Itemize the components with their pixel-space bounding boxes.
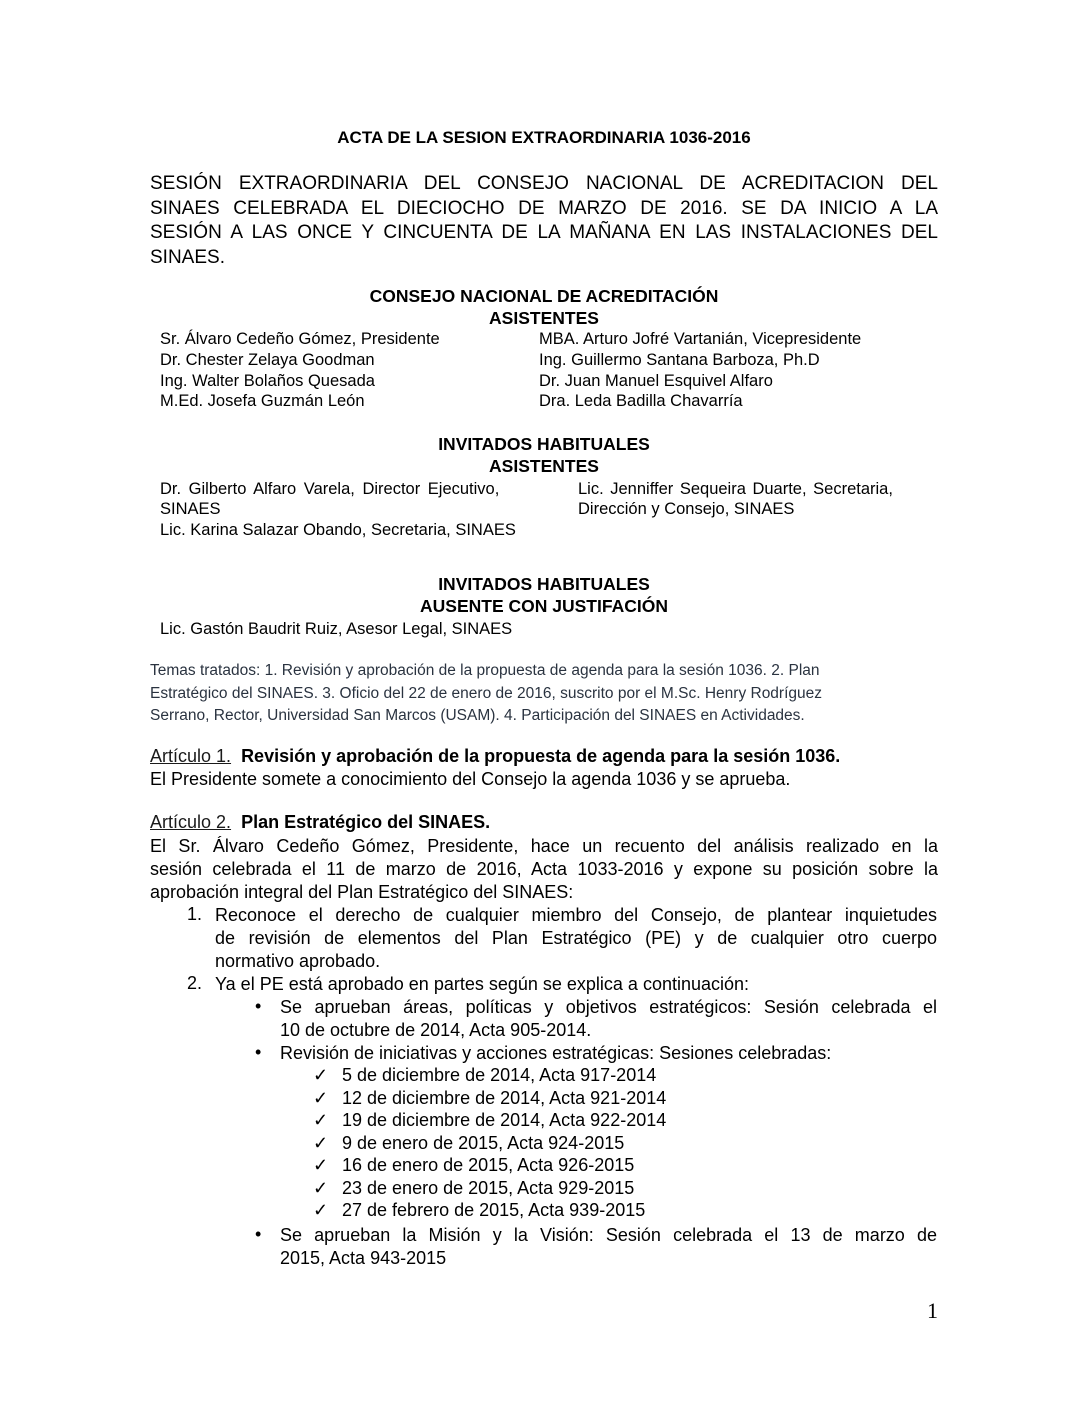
item-line: normativo aprobado. bbox=[215, 951, 381, 971]
articulo-1-label: Artículo 1. bbox=[150, 746, 232, 766]
sesion-item: 27 de febrero de 2015, Acta 939-2015 bbox=[342, 1200, 646, 1220]
temas-line: Estratégico del SINAES. 3. Oficio del 22 de enero de 2016, suscrito por el M.Sc. Henry Rodríguez bbox=[150, 684, 823, 702]
intro-paragraph bbox=[150, 172, 938, 270]
sesion-item: 12 de diciembre de 2014, Acta 921-2014 bbox=[342, 1088, 667, 1108]
attendee-name: Lic. Karina Salazar Obando, Secretaria, SINAES bbox=[160, 521, 516, 539]
checkmark-icon: ✓ bbox=[313, 1200, 329, 1220]
bullet-line: 2015, Acta 943-2015 bbox=[280, 1248, 447, 1268]
articulo-2-label: Artículo 2. bbox=[150, 812, 232, 832]
numbered-item bbox=[215, 973, 937, 996]
item-line: Ya el PE está aprobado en partes según se explica a continuación: bbox=[215, 974, 750, 994]
bullet-icon: • bbox=[255, 1042, 262, 1062]
bullet-icon: • bbox=[255, 1224, 262, 1244]
bullet-item bbox=[280, 1224, 937, 1270]
attendee-name: Dra. Leda Badilla Chavarría bbox=[539, 392, 743, 410]
temas-line: Serrano, Rector, Universidad San Marcos (USAM). 4. Participación del SINAES en Actividades. bbox=[150, 707, 805, 724]
temas-line: Temas tratados: 1. Revisión y aprobación de la propuesta de agenda para la sesión 1036. 2. Plan bbox=[150, 662, 820, 679]
attendee-name: Dr. Gilberto Alfaro Varela, Director Ejecutivo, bbox=[160, 480, 500, 498]
articulo-2-heading bbox=[150, 812, 490, 833]
attendee-name: Ing. Walter Bolaños Quesada bbox=[160, 372, 375, 390]
item-number: 2. bbox=[187, 973, 203, 993]
item-number: 1. bbox=[187, 904, 203, 924]
bullet-line: Se aprueban áreas, políticas y objetivos estratégicos: Sesión celebrada el bbox=[280, 997, 937, 1017]
consejo-subheading: ASISTENTES bbox=[489, 308, 599, 328]
articulo-1-heading bbox=[150, 746, 840, 767]
attendee-name: Lic. Jenniffer Sequeira Duarte, Secretaria, bbox=[578, 480, 893, 498]
document-title: ACTA DE LA SESION EXTRAORDINARIA 1036-2016 bbox=[337, 128, 751, 147]
sesion-item: 5 de diciembre de 2014, Acta 917-2014 bbox=[342, 1065, 657, 1085]
item-line: de revisión de elementos del Plan Estratégico (PE) y de cualquier otro cuerpo bbox=[215, 928, 937, 948]
attendee-name: Dr. Juan Manuel Esquivel Alfaro bbox=[539, 372, 773, 390]
checkmark-icon: ✓ bbox=[313, 1155, 329, 1175]
body-line: aprobación integral del Plan Estratégico del SINAES: bbox=[150, 882, 574, 902]
attendee-name: Ing. Guillermo Santana Barboza, Ph.D bbox=[539, 351, 820, 369]
ausentes-heading: INVITADOS HABITUALES bbox=[438, 574, 650, 594]
bullet-item bbox=[280, 996, 937, 1042]
bullet-line: 10 de octubre de 2014, Acta 905-2014. bbox=[280, 1020, 592, 1040]
checkmark-icon: ✓ bbox=[313, 1088, 329, 1108]
body-line: sesión celebrada el 11 de marzo de 2016, Acta 1033-2016 y expone su posición sobre la bbox=[150, 859, 938, 879]
numbered-item bbox=[215, 904, 937, 973]
bullet-line: Revisión de iniciativas y acciones estratégicas: Sesiones celebradas: bbox=[280, 1043, 832, 1063]
attendee-name: Dr. Chester Zelaya Goodman bbox=[160, 351, 375, 369]
sesion-item: 23 de enero de 2015, Acta 929-2015 bbox=[342, 1178, 635, 1198]
checkmark-icon: ✓ bbox=[313, 1178, 329, 1198]
item-line: Reconoce el derecho de cualquier miembro del Consejo, de plantear inquietudes bbox=[215, 905, 937, 925]
articulo-2-body bbox=[150, 835, 938, 904]
body-line: El Sr. Álvaro Cedeño Gómez, Presidente, hace un recuento del análisis realizado en la bbox=[150, 836, 938, 856]
attendee-name: Sr. Álvaro Cedeño Gómez, Presidente bbox=[160, 330, 440, 348]
articulo-1-title: Revisión y aprobación de la propuesta de agenda para la sesión 1036. bbox=[241, 746, 841, 766]
checkmark-icon: ✓ bbox=[313, 1110, 329, 1130]
invitados-subheading: ASISTENTES bbox=[489, 456, 599, 476]
consejo-heading: CONSEJO NACIONAL DE ACREDITACIÓN bbox=[369, 286, 719, 306]
attendee-name: Lic. Gastón Baudrit Ruiz, Asesor Legal, SINAES bbox=[160, 620, 513, 638]
bullet-line: Se aprueban la Misión y la Visión: Sesión celebrada el 13 de marzo de bbox=[280, 1225, 937, 1245]
sesion-item: 16 de enero de 2015, Acta 926-2015 bbox=[342, 1155, 635, 1175]
sesion-item: 19 de diciembre de 2014, Acta 922-2014 bbox=[342, 1110, 667, 1130]
checkmark-icon: ✓ bbox=[313, 1065, 329, 1085]
intro-line: SESIÓN EXTRAORDINARIA DEL CONSEJO NACIONAL DE ACREDITACION DEL bbox=[150, 173, 938, 194]
intro-line: SESIÓN A LAS ONCE Y CINCUENTA DE LA MAÑANA EN LAS INSTALACIONES DEL bbox=[150, 222, 938, 243]
intro-line: SINAES. bbox=[150, 246, 225, 268]
bullet-icon: • bbox=[255, 996, 262, 1016]
invitados-heading: INVITADOS HABITUALES bbox=[438, 434, 650, 454]
temas-tratados bbox=[150, 660, 940, 728]
attendee-name: M.Ed. Josefa Guzmán León bbox=[160, 392, 365, 410]
page-number: 1 bbox=[927, 1298, 938, 1323]
articulo-1-body: El Presidente somete a conocimiento del Consejo la agenda 1036 y se aprueba. bbox=[150, 769, 791, 789]
checkmark-icon: ✓ bbox=[313, 1133, 329, 1153]
ausentes-subheading: AUSENTE CON JUSTIFACIÓN bbox=[420, 596, 668, 616]
attendee-name: MBA. Arturo Jofré Vartanián, Vicepresidente bbox=[539, 330, 862, 348]
articulo-2-title: Plan Estratégico del SINAES. bbox=[241, 812, 491, 832]
sesion-item: 9 de enero de 2015, Acta 924-2015 bbox=[342, 1133, 625, 1153]
bullet-item bbox=[280, 1042, 937, 1065]
attendee-name: SINAES bbox=[160, 500, 221, 518]
intro-line: SINAES CELEBRADA EL DIECIOCHO DE MARZO DE 2016. SE DA INICIO A LA bbox=[150, 197, 938, 219]
attendee-name: Dirección y Consejo, SINAES bbox=[578, 500, 795, 518]
